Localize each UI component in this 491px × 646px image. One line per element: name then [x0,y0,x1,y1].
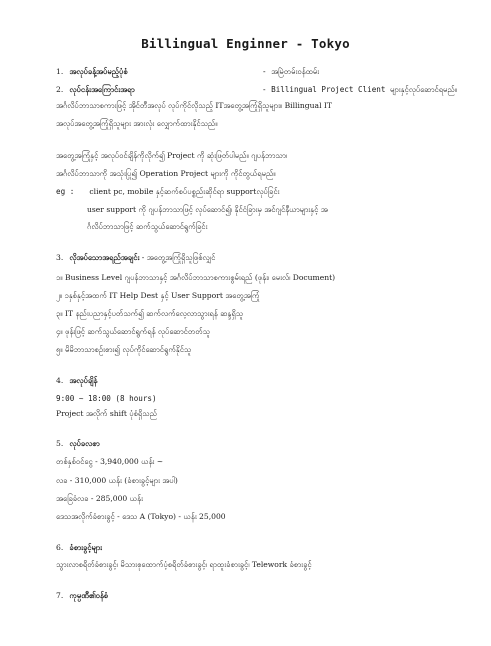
section-label: လုပ်ခလစာ [69,439,100,448]
section-heading-benefits [56,543,102,553]
example-line: user support ကို ဂျပန်ဘာသာဖြင့် လုပ်ဆောင်၍၊ နိုင်ငံခြားမှ အင်ဂျင်နီယာများနှင့် အ [87,205,328,214]
section-label: လိုအပ်သောအရည်အချင်း [69,253,140,262]
section-number: 6. [56,543,64,552]
example-text: client pc, mobile နှင့်ဆက်စပ်ပစ္စည်းဆိုင်ရာ supportလုပ်ခြင်း [89,187,280,196]
item-number: 1. [56,67,64,76]
example-line [56,187,279,197]
shift-note: Project အလိုက် shift ပုံစံရှိသည် [56,409,157,418]
requirement-item: ၅။ မိမိဘာသာစဉ်းစား၍ လုပ်ကိုင်ဆောင်ရွက်နိုင်သူ [56,345,192,354]
description-line: အလုပ်အတွေ့အကြုံရှိသူများ အားလုံး လျှောက်ထားနိုင်သည်။ [56,119,218,128]
working-hours: 9:00 ~ 18:00 (8 hours) [56,394,157,403]
salary-line: တစ်နှစ်ဝင်ငွေ - 3,940,000 ယန်း ~ [56,457,164,466]
item-value: - Billingual Project Client များနှင့်လုပ်ဆောင်ရမည်။ [262,85,458,94]
requirement-item: ၄။ ဖုန်းဖြင့် ဆက်သွယ်ဆောင်ရွက်ရန် လုပ်ဆောင်တတ်သူ [56,327,210,336]
section-number: 7. [56,591,64,600]
requirement-item: ၂။ ၁နှစ်နှင့်အထက် IT Help Dest နှင့် User Support အတွေ့အကြုံ [56,291,260,300]
section-number: 3. [56,253,64,262]
salary-line: ဒေသအလိုက်ခံစားခွင့် - ဒေသ A (Tokyo) - ယန်း 25,000 [56,512,226,521]
description-line: အင်္ဂလိပ်ဘာသာကို အသုံးပြု၍ Operation Project များကို ကိုင်တွယ်ရမည်။ [56,169,276,178]
description-line: အင်္ဂလိပ်ဘာသာစကားဖြင့် အိုင်တီအလုပ် လုပ်ကိုင်လိုသည့် ITအတွေ့အကြုံရှိသူများ။ Billingual IT [56,101,332,110]
item-value: - အမြဲတမ်းဝန်ထမ်း [262,67,320,76]
description-line: အတွေ့အကြုံနှင့် အလုပ်ဝင်ချိန်ကိုလိုက်၍ Project ကို ဆုံးဖြတ်ပါမည်။ ဂျပန်ဘာသာ၊ [56,151,288,160]
section-heading-working-hours [56,376,97,386]
section-label-rest: - အတွေ့အကြုံရှိသူဖြစ်လျှင် [139,253,216,262]
requirement-item: ၃။ IT နည်းပညာနှင့်ပတ်သက်၍ ဆက်လက်လေ့လာသွားရန် ဆန္ဒရှိသူ [56,309,244,318]
benefits-text: သွားလာစရိတ်ခံစားခွင့်၊ မိသားစုထောက်ပံ့စရိတ်ခံစားခွင့်၊ ရာထူးခံစားခွင့်၊ Telework ခံစားခွင့် [56,560,312,569]
example-line: င်္ဂလိပ်ဘာသာဖြင့် ဆက်သွယ်ဆောင်ရွက်ခြင်း [87,222,208,231]
section-label: အလုပ်ချိန် [69,376,98,385]
requirement-item: ၁။ Business Level ဂျပန်ဘာသာနှင့် အင်္ဂလိပ်ဘာသာစကားစွမ်းရည် (ဖုန်း၊ မေးလ်၊ Document) [56,273,336,282]
item-employment-type [56,67,320,77]
section-number: 5. [56,439,64,448]
section-number: 4. [56,376,64,385]
section-heading-requirements [56,253,215,263]
item-number: 2. [56,85,64,94]
section-heading-company [56,591,108,601]
document-title: Billingual Enginner - Tokyo [141,36,350,51]
item-label: အလုပ်ခန့်အပ်မည့်ပုံစံ [69,67,128,76]
example-label: eg : [56,187,75,196]
salary-line: လခ - 310,000 ယန်း (ခံစားခွင့်များ အပါ) [56,476,178,485]
item-job-content [56,85,458,95]
section-label: ခံစားခွင့်များ [69,543,103,552]
salary-line: အခြေခံလခ - 285,000 ယန်း [56,494,143,503]
item-label: လုပ်ငန်းအကြောင်းအရာ [69,85,135,94]
section-label: ကုမ္ပဏီ၏ဝန်စံ [69,591,109,600]
section-heading-salary [56,439,100,449]
